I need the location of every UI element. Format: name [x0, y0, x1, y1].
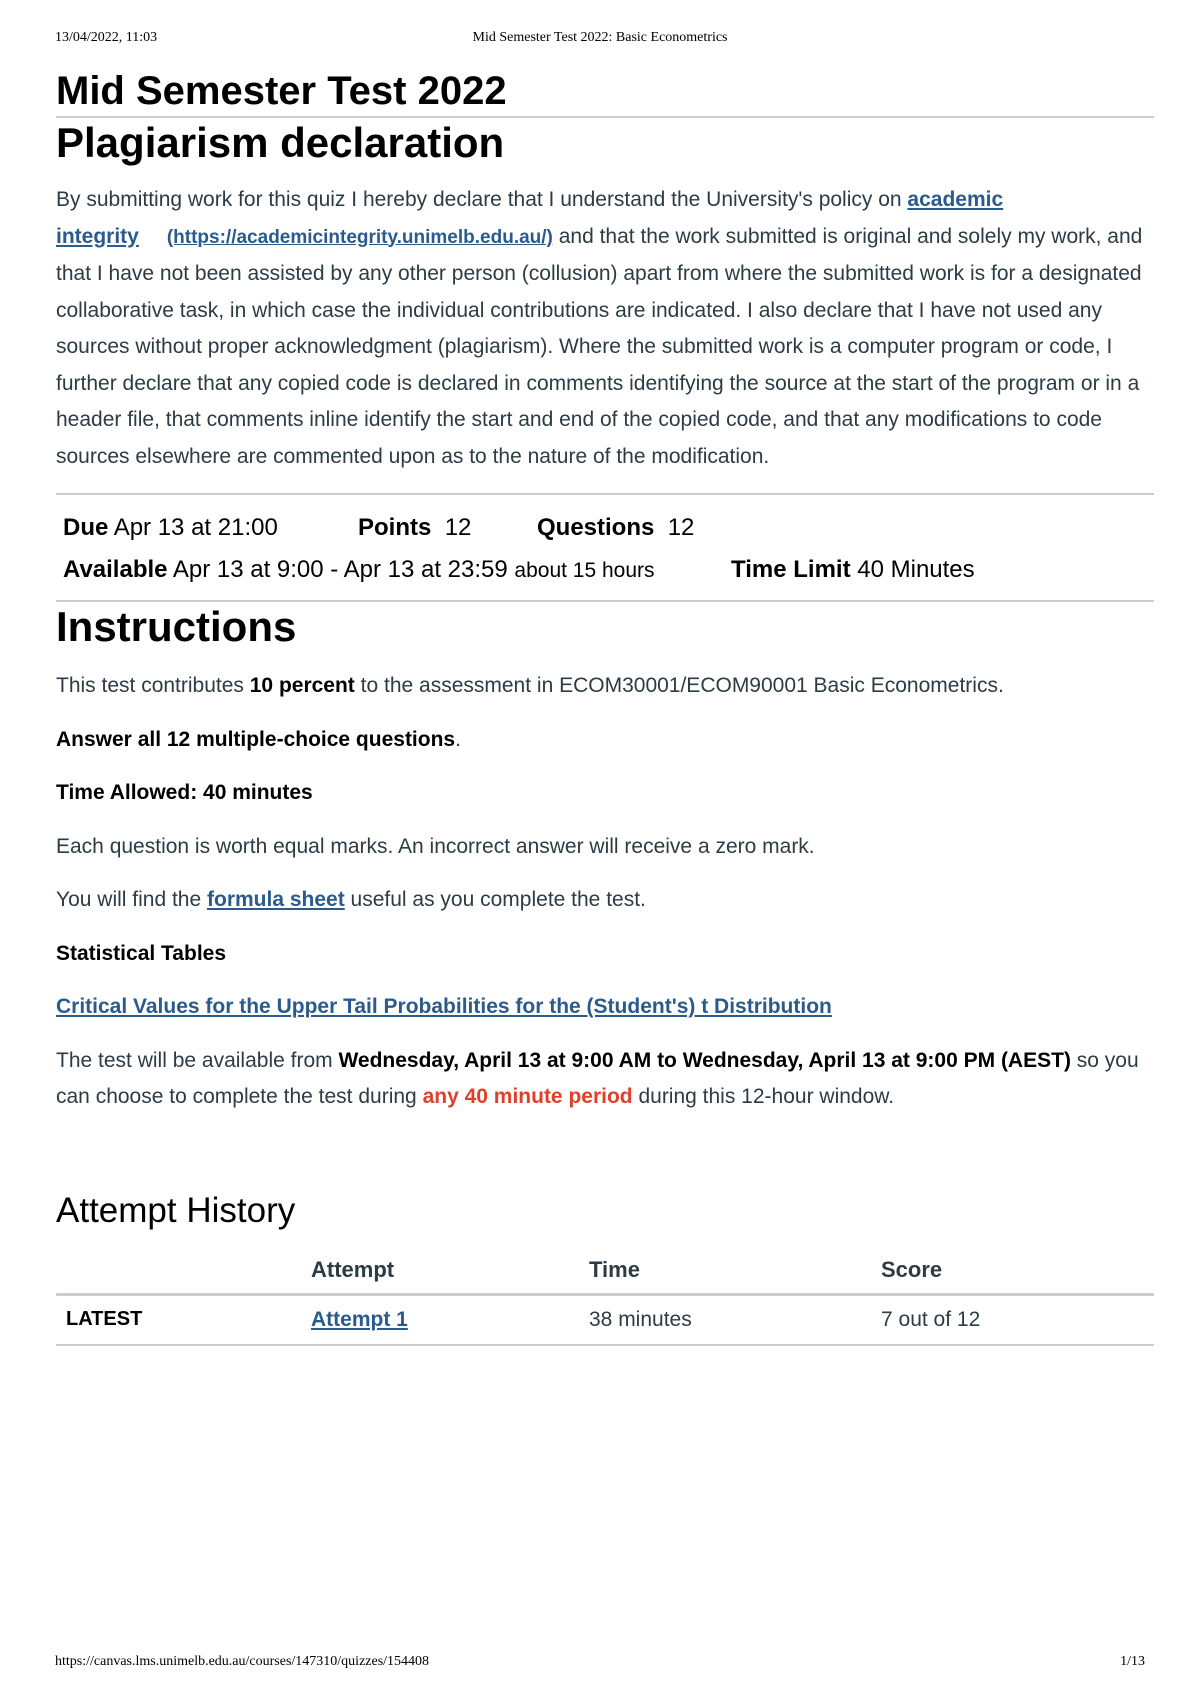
- formula-sheet-link[interactable]: formula sheet: [207, 888, 345, 911]
- print-header: [55, 30, 1145, 50]
- attempt-cell: [311, 1294, 589, 1345]
- points: Points 12: [358, 514, 472, 541]
- table-row: [56, 1294, 1154, 1345]
- page-title: Mid Semester Test 2022: [56, 69, 507, 113]
- t-distribution-table-link[interactable]: Critical Values for the Upper Tail Probabilities for the (Student's) t Distribution: [56, 995, 832, 1018]
- instruction-marking: Each question is worth equal marks. An incorrect answer will receive a zero mark.: [56, 834, 815, 858]
- availability-duration: about 15 hours: [514, 559, 655, 582]
- questions-count: Questions 12: [537, 514, 695, 541]
- details-row-2: [63, 549, 1154, 591]
- instructions-heading: Instructions: [56, 603, 297, 650]
- quiz-content: [56, 60, 1154, 1346]
- print-datetime: 13/04/2022, 11:03: [55, 30, 158, 45]
- print-url: https://canvas.lms.unimelb.edu.au/courses/147310/quizzes/154408: [55, 1654, 430, 1669]
- statistical-tables-heading: Statistical Tables: [56, 941, 227, 965]
- column-header-attempt: Attempt: [311, 1253, 589, 1295]
- academic-integrity-url-link[interactable]: (https://academicintegrity.unimelb.edu.au/): [166, 226, 553, 248]
- academic-integrity-link[interactable]: academic integrity: [56, 188, 1004, 248]
- time-limit: Time Limit 40 Minutes: [731, 556, 975, 583]
- table-header-row: [56, 1253, 1154, 1295]
- details-row-1: [63, 507, 1154, 549]
- declaration-text-after: and that the work submitted is original and solely my work, and that I have not been assisted by any other person (collusion) apart from where the submitted work is for a designated collaborative task, in which case the individual contributions are indicated. I also declare that I have not used any sources without proper acknowledgment (plagiarism). Where the submitted work is a computer program or code, I further declare that any copied code is declared in comments identifying the source at the start of the program or in a header file, that comments inline identify the start and end of the copied code, and that any modifications to code sources elsewhere are commented upon as to the nature of the modification.: [56, 224, 1143, 468]
- attempt-time: 38 minutes: [589, 1294, 881, 1345]
- any-40-minute-period-highlight: any 40 minute period: [422, 1085, 633, 1108]
- plagiarism-heading: Plagiarism declaration: [56, 119, 505, 166]
- attempt-history-table: [56, 1253, 1154, 1346]
- column-header-time: Time: [589, 1253, 881, 1295]
- print-footer: [55, 1654, 1145, 1674]
- instruction-t-table: [56, 989, 1154, 1026]
- instruction-answer-all: Answer all 12 multiple-choice questions.: [56, 727, 461, 751]
- column-header-blank: [56, 1253, 311, 1295]
- instruction-formula-sheet: You will find the formula sheet useful as you complete the test.: [56, 888, 646, 911]
- availability: Available Apr 13 at 9:00 - Apr 13 at 23:59 about 15 hours: [63, 556, 655, 583]
- attempt-history-heading: Attempt History: [56, 1190, 296, 1230]
- quiz-details: [56, 493, 1154, 602]
- due-date: Due Apr 13 at 21:00: [63, 514, 278, 541]
- attempt-score: 7 out of 12: [881, 1294, 1154, 1345]
- plagiarism-declaration-text: [56, 182, 1154, 475]
- instruction-availability-window: The test will be available from Wednesday, April 13 at 9:00 AM to Wednesday, April 13 at 9:00 PM (AEST) so you can choose to complete the test during any 40 minute period during this 12-hour window.: [56, 1048, 1139, 1108]
- instruction-time-allowed: Time Allowed: 40 minutes: [56, 781, 313, 804]
- instruction-contribution: This test contributes 10 percent to the assessment in ECOM30001/ECOM90001 Basic Econometrics.: [56, 674, 1004, 697]
- column-header-score: Score: [881, 1253, 1154, 1295]
- attempt-1-link[interactable]: Attempt 1: [311, 1307, 408, 1331]
- latest-label: LATEST: [56, 1294, 311, 1345]
- print-page-title: Mid Semester Test 2022: Basic Econometrics: [472, 30, 728, 45]
- print-page-number: 1/13: [1120, 1654, 1145, 1669]
- declaration-text-before: By submitting work for this quiz I hereby declare that I understand the University's policy on: [56, 188, 908, 211]
